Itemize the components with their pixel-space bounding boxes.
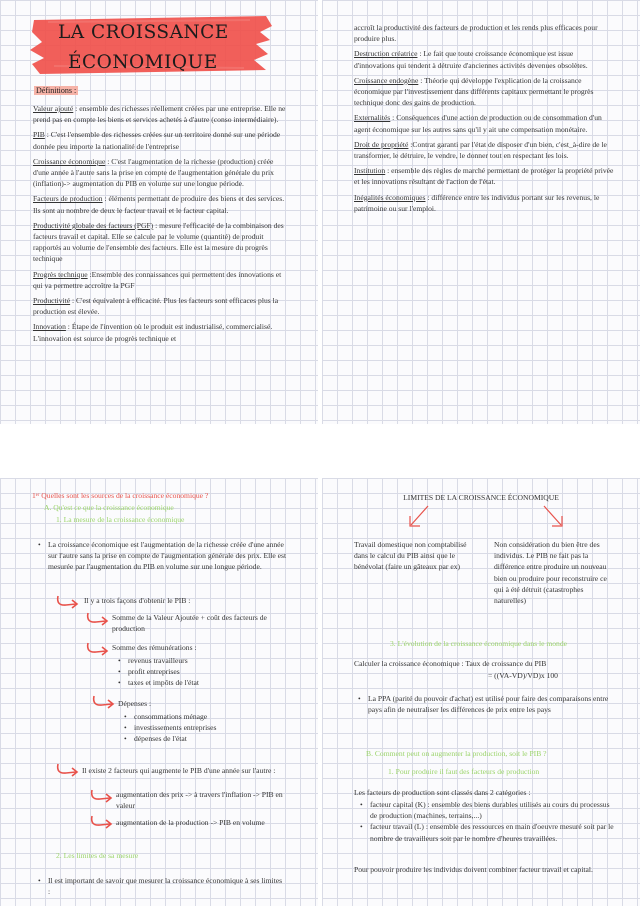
list-item: • facteur capital (K) : ensemble des biens durables utilisés au cours du processus de production (machines, terrains,...) xyxy=(360,799,616,821)
curved-arrow-icon xyxy=(54,594,82,610)
definition-item: Facteurs de production : éléments permettant de produire des biens et des services. Ils sont au nombre de deux le facteur travail et le facteur capital. xyxy=(33,194,285,215)
factor-2-text: augmentation de la production -> PIB en volume xyxy=(116,818,265,827)
definition-item: Progrès technique :Ensemble des connaissances qui permettent des innovations et qui va permettre accroître la PGF xyxy=(33,269,282,290)
definition-item: Institution : ensemble des règles de marché permettant de protéger la propriété privée et les innovations résultant de l'action de l'état. xyxy=(354,166,614,187)
ppa-bullet xyxy=(358,693,618,715)
page-title-line2: ÉCONOMIQUE xyxy=(68,52,218,73)
definitions-list xyxy=(33,103,289,344)
definitions-list-2 xyxy=(354,22,614,214)
curved-arrow-icon xyxy=(88,814,116,830)
definition-item: Inégalités économiques : différence entre les individus portant sur les revenus, le patrimoine ou sur l'emploi. xyxy=(354,192,600,213)
limit-right-column: Non considération du bien être des individus. Le PIB ne fait pas la différence entre produire un nouveau bien ou produire pour reconstruire ce qui à été détruit (catastrophes naturelles) xyxy=(494,540,607,606)
definition-item: Productivité : C'est équivalent à efficacité. Plus les facteurs sont efficaces plus la production est élevée. xyxy=(33,296,279,317)
definition-item: Croissance endogène : Théorie qui développe l'explication de la croissance économique par l'investissement dans différents capitaux permettant le progrès technique donc des gains de production. xyxy=(354,75,594,108)
curved-arrow-icon xyxy=(54,762,82,778)
definition-item: Productivité globale des facteurs (PGF) : mesure l'efficacité de la combinaison des facteurs travail et capital. Elle se calcule par le volume (quantité) de produit rapportés au volume de l'ensemble des facteurs. Elle est la mesure du progrès technique xyxy=(33,220,284,264)
page-definitions-1 xyxy=(0,0,318,424)
page-sources-croissance xyxy=(0,478,318,906)
list-item: • investissements entreprises xyxy=(124,722,294,733)
curved-arrow-icon xyxy=(90,694,118,710)
way-1-text: Somme de la Valeur Ajoutée + coût des facteurs de production xyxy=(112,613,267,634)
bullet-definition xyxy=(38,539,288,573)
subsection-2: 2. Les limites de sa mesure xyxy=(56,851,139,860)
subsection-a: A. Qu'est ce que la croissance économique xyxy=(44,503,174,512)
calc-growth-text: Calculer la croissance économique : Taux de croissance du PIB xyxy=(354,659,547,668)
arrow-down-left-icon xyxy=(406,504,432,530)
page-title-line1: LA CROISSANCE xyxy=(58,22,229,43)
bullet-limits xyxy=(38,875,283,897)
way-3-list xyxy=(124,711,294,745)
limit-left-column: Travail domestique non comptabilisé dans le calcul du PIB ainsi que le bénévolat (faire un gâteaux par ex) xyxy=(354,540,467,572)
definition-item: Destruction créatrice : Le fait que toute croissance économique est issue d'innovations qui tendent à détruire d'anciennes activités devenues obsolètes. xyxy=(354,49,588,70)
definition-item: Innovation : Étape de l'invention où le produit est industrialisé, commercialisé. L'innovation est source de progrès technique et xyxy=(33,322,273,343)
subsection-3: 3. L'évolution de la croissance économique dans le monde xyxy=(390,639,568,648)
curved-arrow-icon xyxy=(84,641,112,657)
list-item: • La PPA (parité du pouvoir d'achat) est utilisé pour faire des comparaisons entre pays afin de neutraliser les différences de prix entre les pays xyxy=(358,693,618,715)
definition-item: PIB : C'est l'ensemble des richesses créées sur un territoire donné sur une période donnée peu importe la nationalité de l'entreprise xyxy=(33,130,281,151)
subsection-b1: 1. Pour produire il faut des facteurs de production xyxy=(388,767,540,776)
subsection-b: B. Comment peut on augmenter la production, soit le PIB ? xyxy=(366,749,547,758)
factors-intro: Les facteurs de production sont classés dans 2 catégories : xyxy=(354,788,531,797)
definition-item: Croissance économique : C'est l'augmentation de la richesse (production) créée d'une année à l'autre sans la prise en compte de l'augmentation générale du prix (inflation)-> augmentation du PIB en volume sur une longue période. xyxy=(33,156,274,189)
factor-1-text: augmentation des prix -> à travers l'inflation -> PIB en valeur xyxy=(116,790,283,811)
definitions-label: Définitions : xyxy=(36,86,77,95)
three-ways-text: Il y a trois façons d'obtenir le PIB : xyxy=(84,596,191,605)
closing-text: Pour pouvoir produire les individus doivent combiner facteur travail et capital. xyxy=(354,865,593,874)
arrow-down-right-icon xyxy=(540,504,566,530)
page-definitions-2 xyxy=(322,0,640,424)
list-item: • profit entreprises xyxy=(118,666,288,677)
definition-item: Droit de propriété :Contrat garanti par l'état de disposer d'un bien, c'est_à-dire de le transformer, le détruire, le vendre, le donner tout en respectant les lois. xyxy=(354,139,607,161)
list-item: • consommations ménage xyxy=(124,711,294,722)
way-2-list xyxy=(118,655,288,689)
definition-item: Valeur ajouté : ensemble des richesses réellement créées par une entreprise. Elle ne prend pas en compte les biens et services achetés à d'autre (conso intermédiaire). xyxy=(33,104,286,125)
list-item: • La croissance économique est l'augmentation de la richesse créée d'une année sur l'autre sans la prise en compte de l'augmentation générale des prix. Elle est mesurée par l'augmentation du PIB en volume sur une longue période. xyxy=(38,539,288,573)
section-heading: 1ᵉʳ Quelles sont les sources de la croissance économique ? xyxy=(32,491,209,500)
definition-item: Externalités : Conséquences d'une action de production ou de consommation d'un agent économique sur les autres sans qu'il y ait une compensation monétaire. xyxy=(354,113,602,134)
page-limites xyxy=(322,478,640,906)
way-2-text: Somme des rémunérations : xyxy=(112,643,197,652)
growth-formula: = ((VA-VD)/VD)x 100 xyxy=(488,671,558,680)
curved-arrow-icon xyxy=(84,611,112,627)
list-item: • taxes et impôts de l'état xyxy=(118,677,288,688)
curved-arrow-icon xyxy=(88,788,116,804)
subsection-1: 1. La mesure de la croissance économique xyxy=(56,515,185,524)
factors-list xyxy=(360,799,616,844)
list-item: • dépenses de l'état xyxy=(124,733,294,744)
way-3-text: Dépenses : xyxy=(118,699,152,708)
definition-continuation: accroît la productivité des facteurs de production et les rends plus efficaces pour produire plus. xyxy=(354,23,598,44)
list-item: • Il est important de savoir que mesurer la croissance économique à ses limites : xyxy=(38,875,283,897)
two-factors-text: Il existe 2 facteurs qui augmente le PIB d'une année sur l'autre : xyxy=(82,766,276,775)
list-item: • revenus travailleurs xyxy=(118,655,288,666)
section-heading: LIMITES DE LA CROISSANCE ÉCONOMIQUE xyxy=(403,493,559,502)
list-item: • facteur travail (L) : ensemble des ressources en main d'oeuvre mesuré soit par le nombre de travailleurs soit par le nombre d'heures travaillées. xyxy=(360,821,616,843)
